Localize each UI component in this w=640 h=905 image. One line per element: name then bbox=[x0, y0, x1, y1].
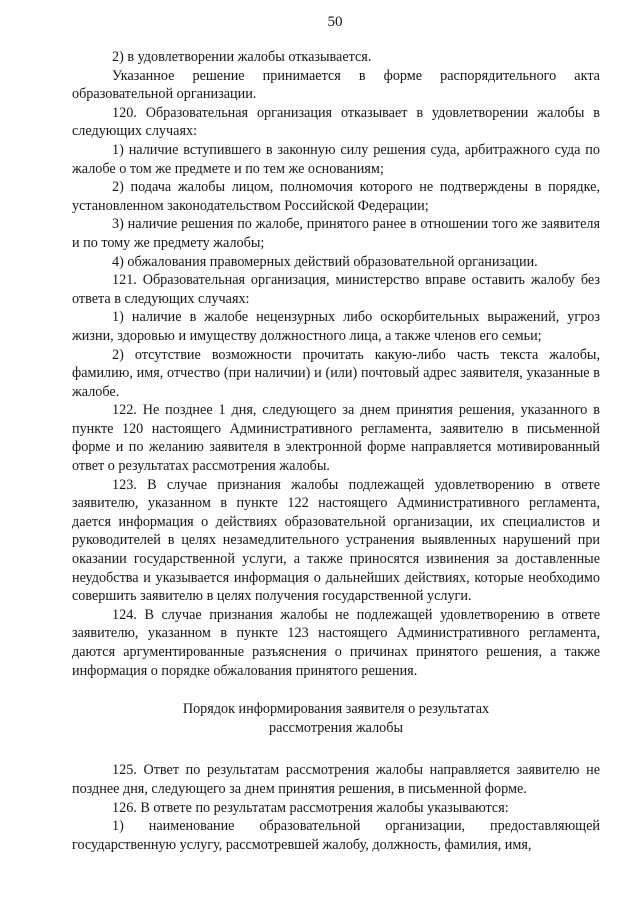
paragraph: 1) наличие вступившего в законную силу решения суда, арбитражного суда по жалобе о том же предмете и по тем же основаниям; bbox=[72, 141, 600, 177]
paragraph-120: 120. Образовательная организация отказывает в удовлетворении жалобы в следующих случаях: bbox=[72, 104, 600, 140]
section-heading-line: рассмотрения жалобы bbox=[268, 719, 404, 736]
paragraph: Указанное решение принимается в форме распорядительного акта образовательной организации. bbox=[72, 67, 600, 103]
paragraph: 3) наличие решения по жалобе, принятого ранее в отношении того же заявителя и по тому же предмету жалобы; bbox=[72, 216, 600, 251]
paragraph: 1) наименование образовательной организации, предоставляющей государственную услугу, рассмотревшей жалобу, должность, фамилия, имя, bbox=[72, 818, 600, 853]
paragraph: 2) подача жалобы лицом, полномочия которого не подтверждены в порядке, установленном законодательством Российской Федерации; bbox=[72, 179, 600, 214]
paragraph: 4) обжалования правомерных действий образовательной организации. bbox=[112, 253, 538, 270]
paragraph-123: 123. В случае признания жалобы подлежащей удовлетворению в ответе заявителю, указанном в пункте 122 настоящего Административного регламента, дается информация о действиях образовательной организации, их специалистов и руководителей в целях незамедлительного устранения выявленных нарушений при оказании государственной услуги, а также приносятся извинения за доставленные неудобства и указывается информация о дальнейших действиях, которые необходимо совершить заявителю в целях получения государственной услуги. bbox=[72, 476, 600, 605]
paragraph-124: 124. В случае признания жалобы не подлежащей удовлетворению в ответе заявителю, указанном в пункте 123 настоящего Административного регламента, даются аргументированные разъяснения о причинах принятого решения, а также информация о порядке обжалования принятого решения. bbox=[72, 606, 600, 679]
paragraph-121: 121. Образовательная организация, министерство вправе оставить жалобу без ответа в следующих случаях: bbox=[72, 272, 600, 307]
paragraph-126: 126. В ответе по результатам рассмотрения жалобы указываются: bbox=[112, 799, 509, 816]
section-heading bbox=[72, 700, 600, 737]
paragraph: 1) наличие в жалобе нецензурных либо оскорбительных выражений, угроз жизни, здоровью и имуществу должностного лица, а также членов его семьи; bbox=[72, 309, 600, 344]
paragraph: 2) в удовлетворении жалобы отказывается. bbox=[112, 49, 372, 65]
paragraph: 2) отсутствие возможности прочитать какую-либо часть текста жалобы, фамилию, имя, отчество (при наличии) и (или) почтовый адрес заявителя, указанные в жалобе. bbox=[72, 346, 600, 400]
section-heading-line: Порядок информирования заявителя о результатах bbox=[182, 701, 490, 718]
document-body bbox=[72, 48, 600, 854]
paragraph-125: 125. Ответ по результатам рассмотрения жалобы направляется заявителю не позднее дня, следующего за днем принятия решения, в письменной форме. bbox=[72, 762, 600, 797]
page-number: 50 bbox=[327, 14, 343, 30]
paragraph-122: 122. Не позднее 1 дня, следующего за днем принятия решения, указанного в пункте 120 настоящего Административного регламента, заявителю в письменной форме и по желанию заявителя в электронной форме направляется мотивированный ответ о результатах рассмотрения жалобы. bbox=[72, 402, 600, 475]
